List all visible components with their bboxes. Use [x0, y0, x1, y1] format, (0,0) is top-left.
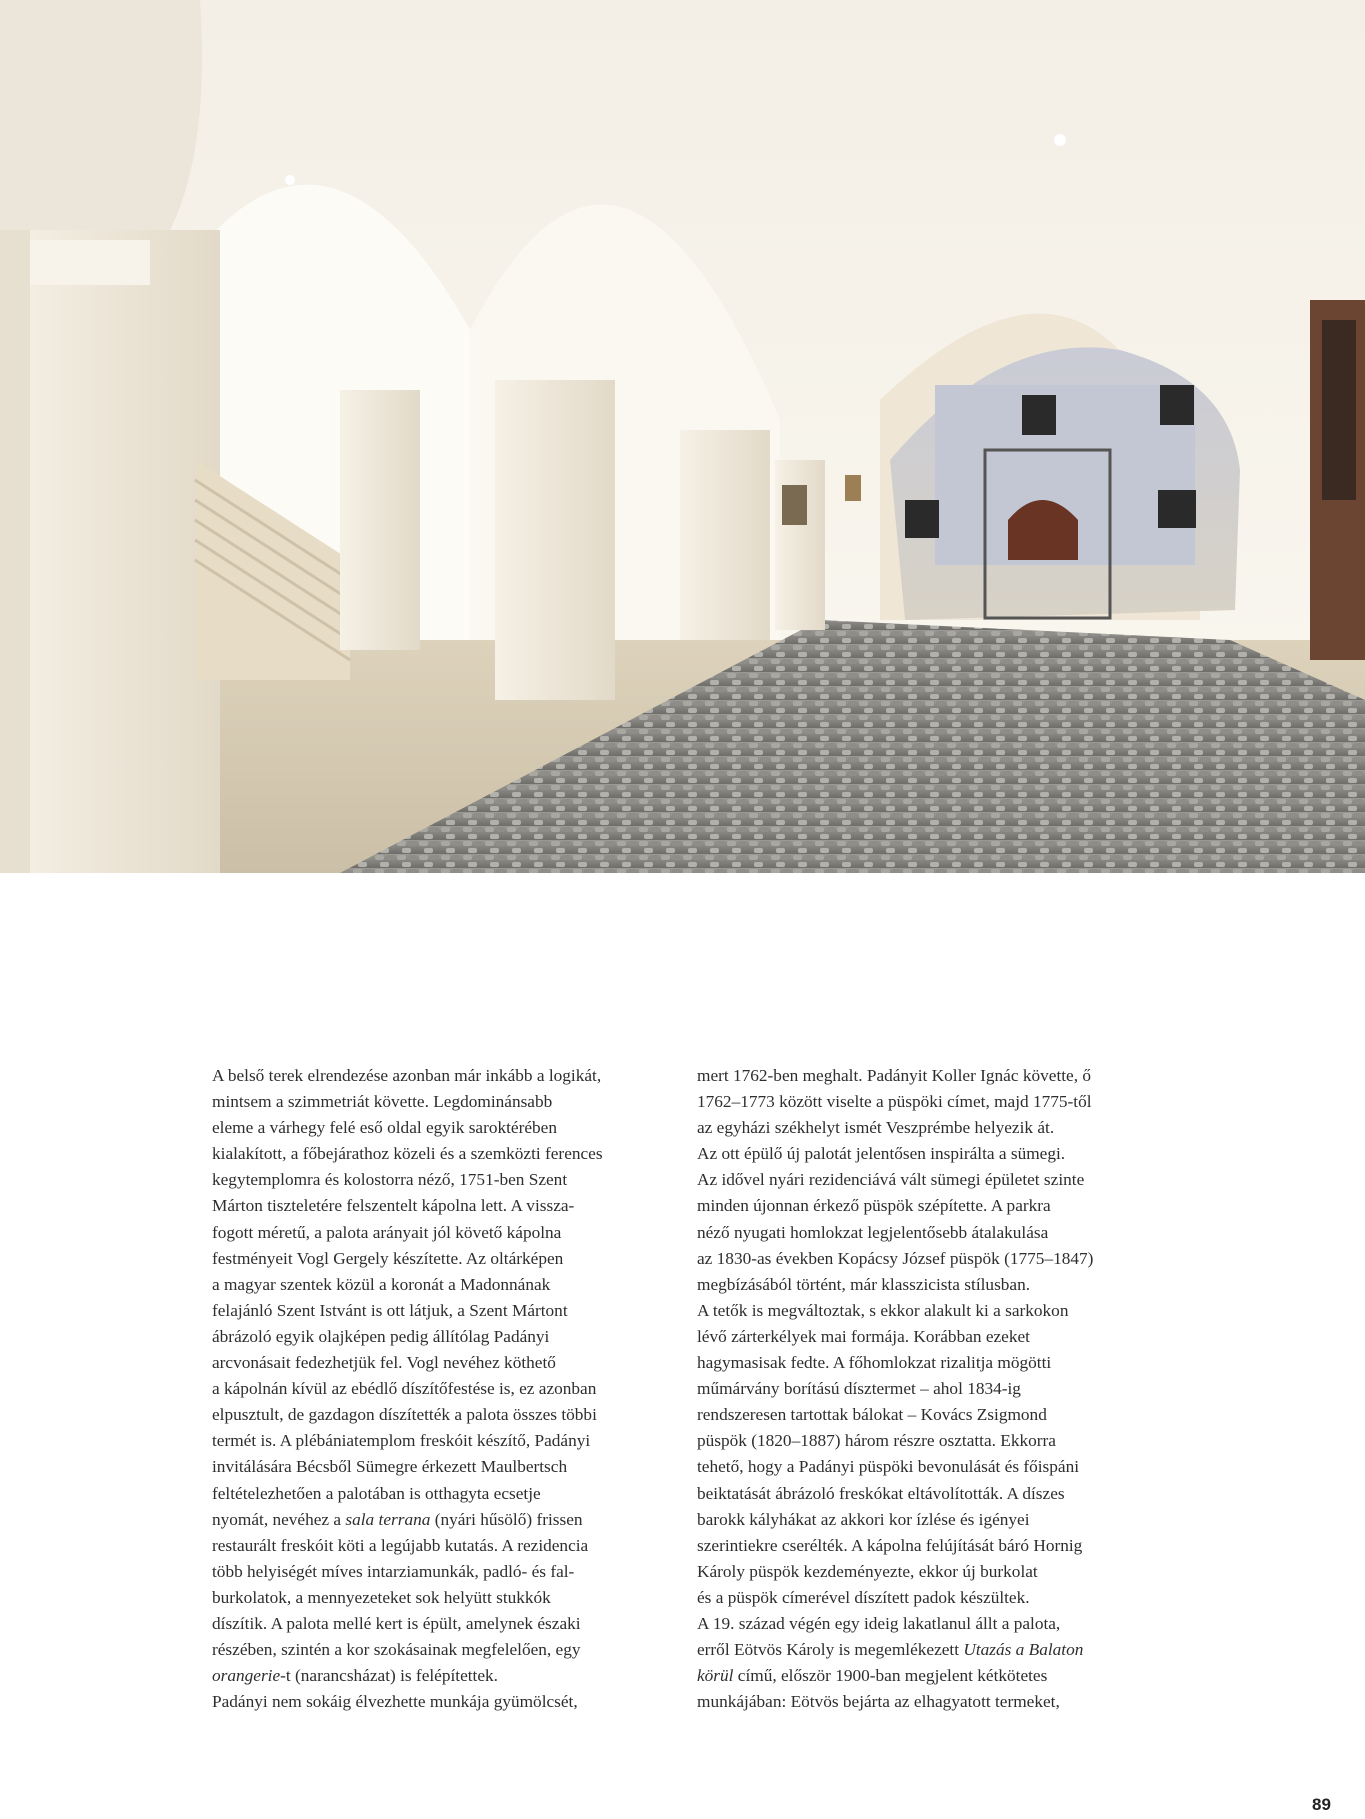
right-text-column	[697, 1063, 1165, 1715]
text-line: kialakított, a főbejárathoz közeli és a szemközti ferences	[212, 1144, 603, 1164]
text-line: mert 1762-ben meghalt. Padányit Koller Ignác követte, ő	[697, 1066, 1091, 1085]
text-line: barokk kályhákat az akkori kor ízlése és igényei	[697, 1509, 1030, 1529]
italic-term: sala terrana	[345, 1509, 431, 1529]
text-line: burkolatok, a mennyezeteket sok helyütt stukkók	[212, 1587, 551, 1607]
text-line: 1762–1773 között viselte a püspöki címet, majd 1775-től	[697, 1092, 1092, 1112]
text-line: Padányi nem sokáig élvezhette munkája gyümölcsét,	[212, 1692, 578, 1712]
text-line: feltételezhetően a palotában is otthagyta ecsetje	[212, 1483, 541, 1503]
text-line: az egyházi székhelyt ismét Veszprémbe helyezik át.	[697, 1118, 1055, 1138]
hero-photo	[0, 0, 1365, 873]
text-line: a magyar szentek közül a koronát a Madonnának	[212, 1274, 551, 1294]
text-line: fogott méretű, a palota arányait jól követő kápolna	[212, 1222, 562, 1242]
text-line: eleme a várhegy felé eső oldal egyik saroktérében	[212, 1118, 557, 1138]
text-line	[697, 1637, 1165, 1663]
text-line: Károly püspök kezdeményezte, ekkor új burkolat	[697, 1561, 1038, 1581]
text-line: Az ott épülő új palotát jelentősen inspirálta a sümegi.	[697, 1144, 1066, 1164]
text-line: szerintiekre cserélték. A kápolna felújítását báró Hornig	[697, 1535, 1083, 1555]
text-line: néző nyugati homlokzat legjelentősebb átalakulása	[697, 1222, 1049, 1242]
text-line: és a püspök címerével díszített padok készültek.	[697, 1587, 1030, 1607]
text-line: Márton tiszteletére felszentelt kápolna lett. A vissza-	[212, 1196, 575, 1216]
text-line: arcvonásait fedezhetjük fel. Vogl nevéhez köthető	[212, 1353, 556, 1373]
text-line: lévő zárterkélyek mai formája. Korábban ezeket	[697, 1326, 1030, 1346]
text-line: püspök (1820–1887) három részre osztatta. Ekkorra	[697, 1431, 1056, 1451]
text-line: hagymasisak fedte. A főhomlokzat rizalitja mögötti	[697, 1353, 1052, 1373]
text-line: több helyiségét míves intarziamunkák, padló- és fal-	[212, 1561, 575, 1581]
italic-title: Utazás a Balaton	[963, 1640, 1084, 1660]
text-line: A tetők is megváltoztak, s ekkor alakult ki a sarkokon	[697, 1300, 1069, 1320]
text-line: díszítik. A palota mellé kert is épült, amelynek északi	[212, 1613, 581, 1633]
text-line: felajánló Szent Istvánt is ott látjuk, a Szent Mártont	[212, 1300, 568, 1320]
text-line: megbízásából történt, már klasszicista stílusban.	[697, 1274, 1031, 1294]
text-line: kegytemplomra és kolostorra néző, 1751-ben Szent	[212, 1170, 568, 1190]
text-line	[697, 1663, 1165, 1689]
text-line: beiktatását ábrázoló freskókat eltávolították. A díszes	[697, 1483, 1065, 1503]
text-line: műmárvány borítású dísztermet – ahol 1834-ig	[697, 1379, 1021, 1399]
text-line: A belső terek elrendezése azonban már inkább a logikát,	[212, 1066, 602, 1085]
text-line: munkájában: Eötvös bejárta az elhagyatott termeket,	[697, 1692, 1060, 1712]
text-line: rendszeresen tartottak bálokat – Kovács Zsigmond	[697, 1405, 1047, 1425]
text-line: tehető, hogy a Padányi püspöki bevonulását és főispáni	[697, 1457, 1080, 1477]
text-line: termét is. A plébániatemplom freskóit készítő, Padányi	[212, 1431, 591, 1451]
text-line	[212, 1507, 680, 1533]
text-line: a kápolnán kívül az ebédlő díszítőfestése is, ez azonban	[212, 1379, 597, 1399]
text-line: az 1830-as években Kopácsy József püspök (1775–1847)	[697, 1248, 1094, 1268]
text-line: invitálására Bécsből Sümegre érkezett Maulbertsch	[212, 1457, 568, 1477]
text-line: festményeit Vogl Gergely készítette. Az oltárképen	[212, 1248, 564, 1268]
text-line: ábrázoló egyik olajképen pedig állítólag Padányi	[212, 1326, 550, 1346]
text-line: Az idővel nyári rezidenciává vált sümegi épületet szinte	[697, 1170, 1085, 1190]
page-number: 89	[1312, 1795, 1331, 1814]
italic-title: körül	[697, 1666, 734, 1686]
text-line	[212, 1663, 680, 1689]
text-line: restaurált freskóit köti a legújabb kutatás. A rezidencia	[212, 1535, 589, 1555]
text-segment: nyomát, nevéhez a	[212, 1509, 346, 1529]
left-text-column	[212, 1063, 680, 1715]
text-segment: (nyári hűsölő) frissen	[430, 1509, 583, 1529]
italic-term: orangerie	[212, 1666, 281, 1686]
text-line: mintsem a szimmetriát követte. Legdominánsabb	[212, 1092, 553, 1112]
text-segment: erről Eötvös Károly is megemlékezett	[697, 1640, 964, 1660]
text-line: elpusztult, de gazdagon díszítették a palota összes többi	[212, 1405, 597, 1425]
arcade-hall-illustration	[0, 0, 1365, 873]
text-segment: -t (narancsházat) is felépítettek.	[280, 1666, 498, 1686]
text-line: részében, szintén a kor szokásainak megfelelően, egy	[212, 1640, 581, 1660]
text-line: A 19. század végén egy ideig lakatlanul állt a palota,	[697, 1613, 1061, 1633]
text-segment: című, először 1900-ban megjelent kétkötetes	[733, 1666, 1048, 1686]
text-line: minden újonnan érkező püspök szépítette. A parkra	[697, 1196, 1051, 1216]
